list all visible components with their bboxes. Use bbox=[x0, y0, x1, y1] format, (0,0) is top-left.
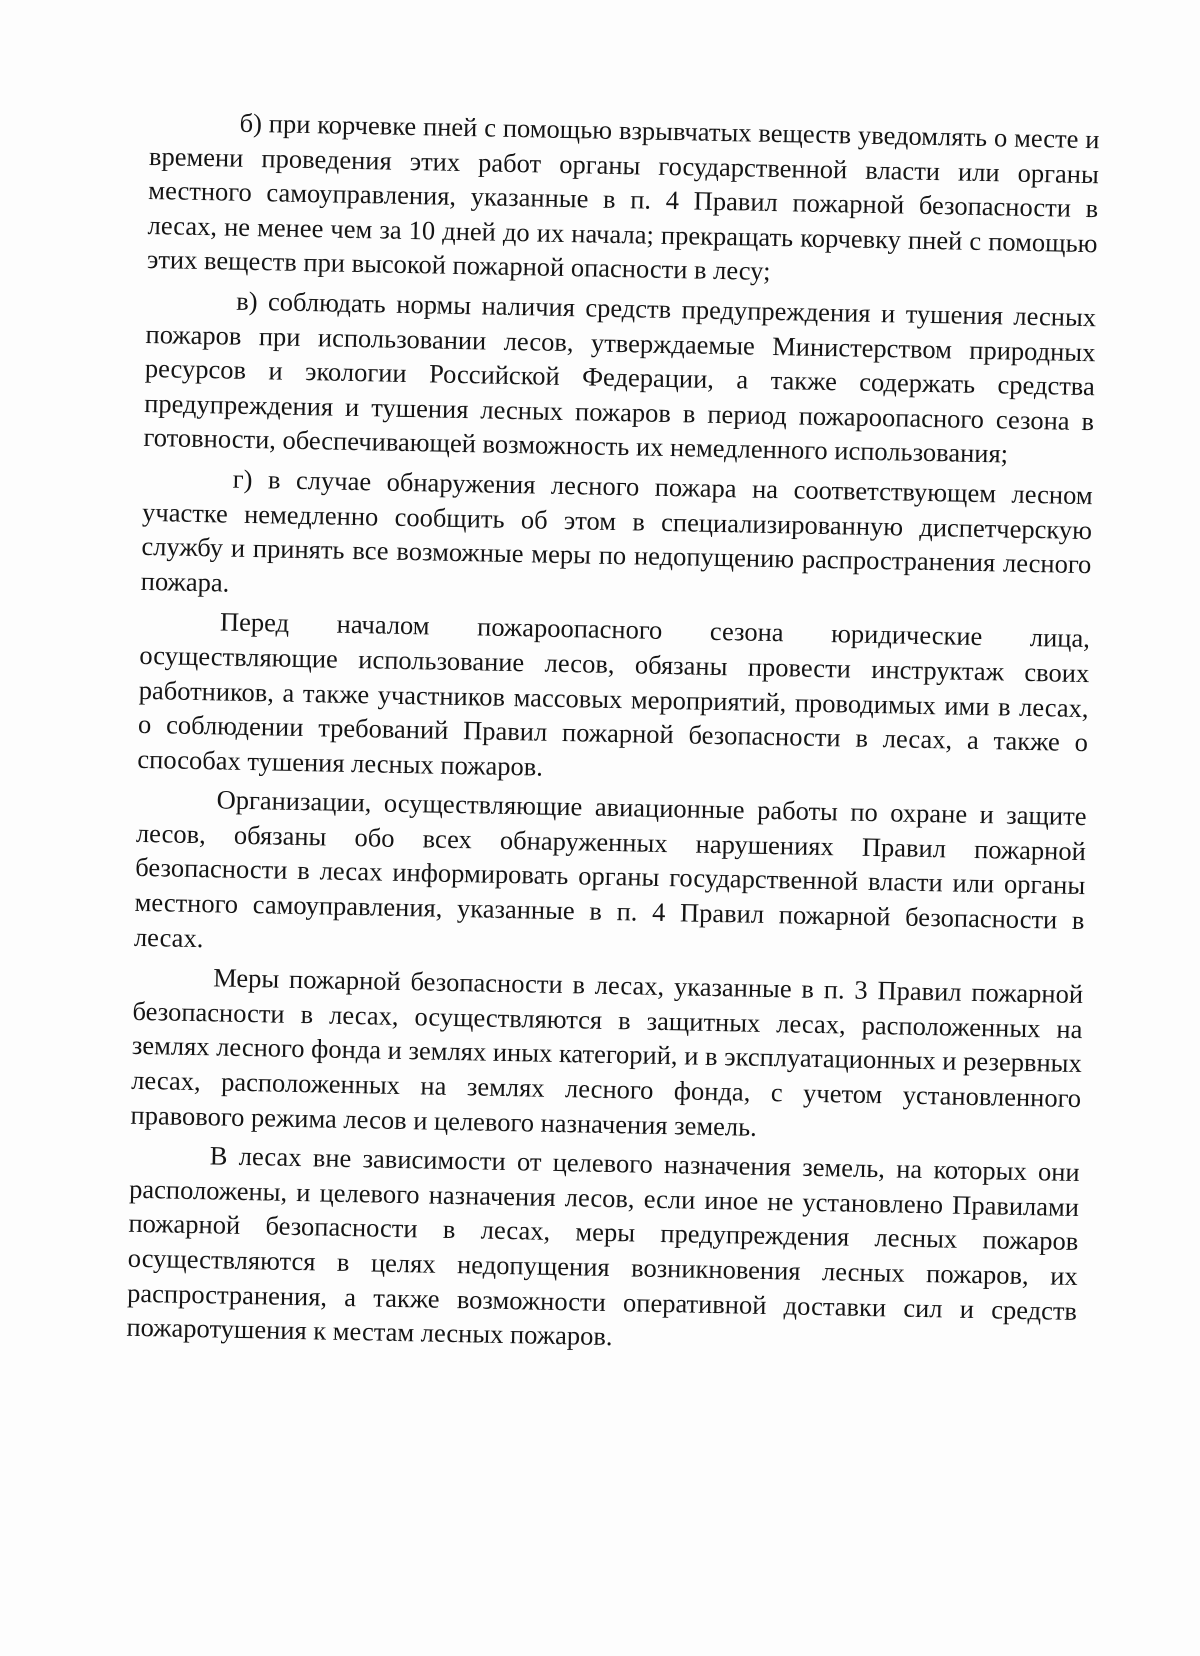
paragraph-season-briefing: Перед началом пожароопасного сезона юридические лица, осуществляющие использование лесов, обязаны провести инструктаж своих работников, а также участников массовых мероприятий, проводимых ими в лесах, о соблюдении требований Правил пожарной безопасности в лесах, а также о способах тушения лесных пожаров. bbox=[137, 606, 1091, 782]
paragraph-prevention-measures: В лесах вне зависимости от целевого назначения земель, на которых они расположены, и целевого назначения лесов, если иное не установлено Правилами пожарной безопасности в лесах, меры предупреждения лесных пожаров осуществляются в целях недопущения возникновения лесных пожаров, их распространения, а также возможности оперативной доставки сил и средств пожаротушения к местам лесных пожаров. bbox=[126, 1140, 1080, 1352]
paragraph-safety-measures: Меры пожарной безопасности в лесах, указанные в п. 3 Правил пожарной безопасности в лесах, осуществляются в защитных лесах, расположенных на землях лесного фонда и землях иных категорий, и в эксплуатационных и резервных лесах, расположенных на землях лесного фонда, с учетом установленного правового режима лесов и целевого назначения земель. bbox=[130, 962, 1084, 1142]
paragraph-b-stump-removal: б) при корчевке пней с помощью взрывчатых веществ уведомлять о месте и времени проведения этих работ органы государственной власти или органы местного самоуправления, указанные в п. 4 Правил пожарной безопасности в лесах, не менее чем за 10 дней до их начала; прекращать корчевку пней с помощью этих веществ при высокой пожарной опасности в лесу; bbox=[146, 107, 1100, 287]
paragraph-v-fire-equipment: в) соблюдать нормы наличия средств предупреждения и тушения лесных пожаров при использовании лесов, утверждаемые Министерством природных ресурсов и экологии Российской Федерации, а также содержать средства предупреждения и тушения лесных пожаров в период пожароопасного сезона в готовности, обеспечивающей возможность их немедленного использования; bbox=[143, 285, 1097, 469]
paragraph-g-fire-detection: г) в случае обнаружения лесного пожара на соответствующем лесном участке немедленно сообщить об этом в специализированную диспетчерскую службу и принять все возможные меры по недопущению распространения лесного пожара. bbox=[140, 463, 1093, 598]
paragraph-aviation-organizations: Организации, осуществляющие авиационные работы по охране и защите лесов, обязаны обо всех обнаруженных нарушениях Правил пожарной безопасности в лесах информировать органы государственной власти или органы местного самоуправления, указанные в п. 4 Правил пожарной безопасности в лесах. bbox=[133, 784, 1087, 953]
document-body bbox=[126, 104, 1100, 1368]
